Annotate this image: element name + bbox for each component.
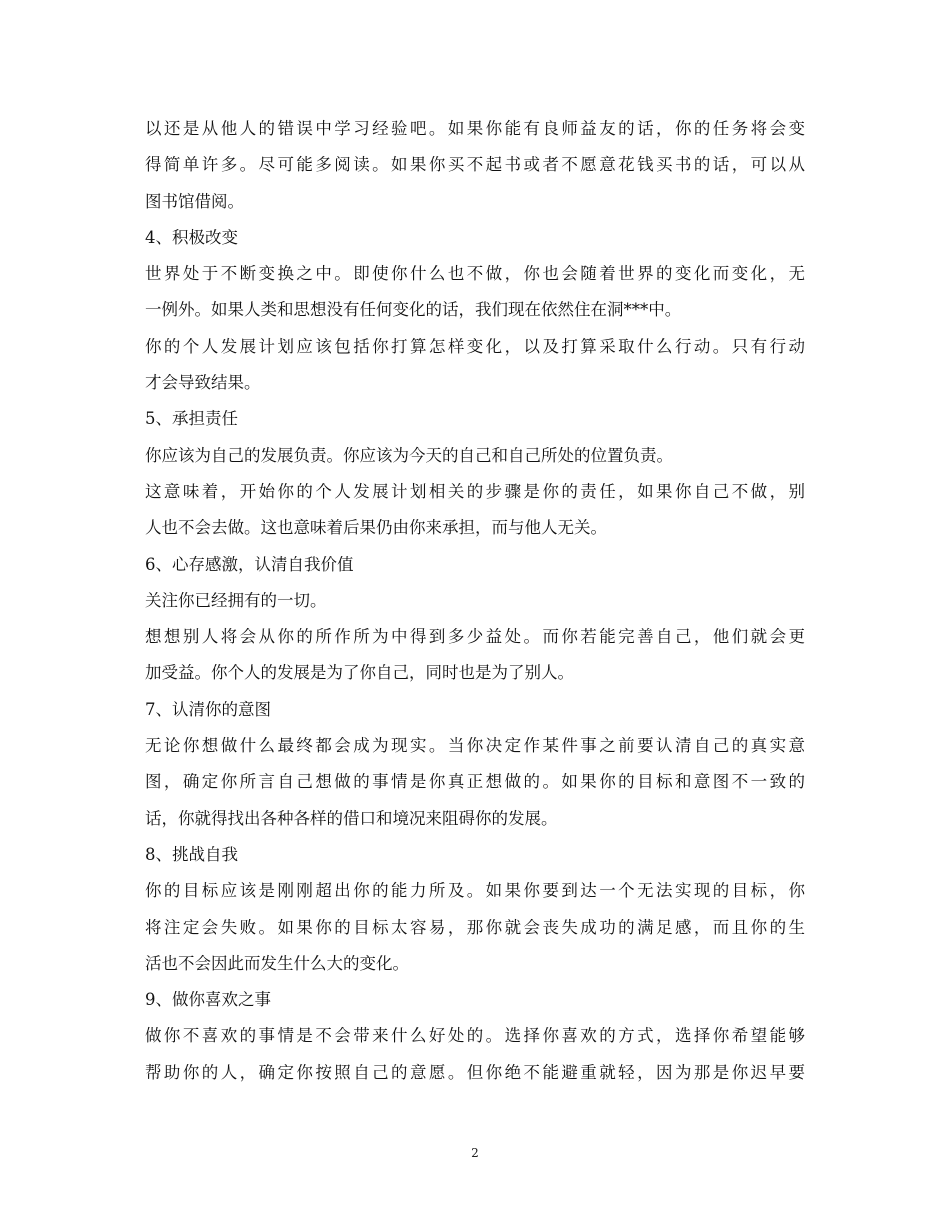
paragraph-line: 无论你想做什么最终都会成为现实。当你决定作某件事之前要认清自己的真实意	[145, 736, 805, 756]
paragraph-line: 世界处于不断变换之中。即使你什么也不做，你也会随着世界的变化而变化，无	[145, 264, 805, 284]
paragraph-line: 人也不会去做。这也意味着后果仍由你来承担，而与他人无关。	[145, 518, 607, 538]
paragraph-line: 将注定会失败。如果你的目标太容易，那你就会丧失成功的满足感，而且你的生	[145, 917, 805, 937]
section-heading: 9、做你喜欢之事	[145, 990, 271, 1010]
section-heading: 8、挑战自我	[145, 844, 238, 864]
paragraph-line: 话，你就得找出各种各样的借口和境况来阻碍你的发展。	[145, 808, 558, 828]
paragraph-line: 关注你已经拥有的一切。	[145, 590, 327, 610]
paragraph-line: 加受益。你个人的发展是为了你自己，同时也是为了别人。	[145, 663, 574, 683]
paragraph-line: 你应该为自己的发展负责。你应该为今天的自己和自己所处的位置负责。	[145, 445, 673, 465]
section-heading: 4、积极改变	[145, 227, 238, 247]
section-heading: 6、心存感激，认清自我价值	[145, 554, 354, 574]
paragraph-line: 一例外。如果人类和思想没有任何变化的话，我们现在依然住在洞***中。	[145, 300, 682, 320]
section-heading: 5、承担责任	[145, 409, 238, 429]
paragraph-line: 活也不会因此而发生什么大的变化。	[145, 953, 409, 973]
paragraph-line: 得简单许多。尽可能多阅读。如果你买不起书或者不愿意花钱买书的话，可以从	[145, 155, 805, 175]
page-number: 2	[471, 1146, 479, 1160]
paragraph-line: 想想别人将会从你的所作所为中得到多少益处。而你若能完善自己，他们就会更	[145, 627, 805, 647]
paragraph-line: 才会导致结果。	[145, 373, 261, 393]
paragraph-line: 以还是从他人的错误中学习经验吧。如果你能有良师益友的话，你的任务将会变	[145, 119, 805, 138]
paragraph-line: 做你不喜欢的事情是不会带来什么好处的。选择你喜欢的方式，选择你希望能够	[145, 1026, 805, 1046]
paragraph-line: 图，确定你所言自己想做的事情是你真正想做的。如果你的目标和意图不一致的	[145, 772, 805, 792]
paragraph-line: 图书馆借阅。	[145, 191, 244, 211]
paragraph-line: 帮助你的人，确定你按照自己的意愿。但你绝不能避重就轻，因为那是你迟早要	[145, 1062, 805, 1082]
paragraph-line: 你的个人发展计划应该包括你打算怎样变化，以及打算采取什么行动。只有行动	[145, 336, 805, 356]
paragraph-line: 你的目标应该是刚刚超出你的能力所及。如果你要到达一个无法实现的目标，你	[145, 881, 805, 901]
document-body	[145, 111, 805, 1091]
section-heading: 7、认清你的意图	[145, 699, 271, 719]
paragraph-line: 这意味着，开始你的个人发展计划相关的步骤是你的责任，如果你自己不做，别	[145, 481, 805, 501]
